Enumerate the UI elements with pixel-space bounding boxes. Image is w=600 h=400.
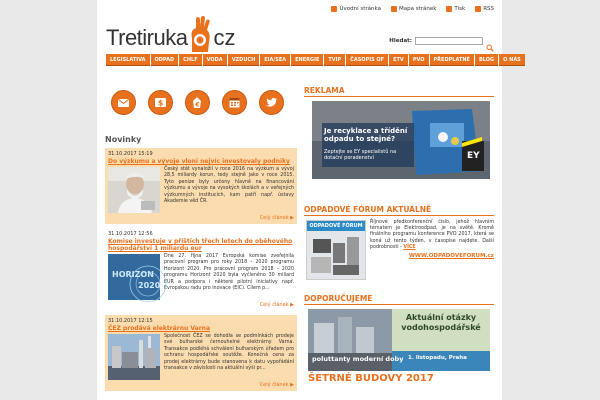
forum-box: [304, 220, 494, 280]
banner-date: 1. listopadu, Praha: [408, 355, 467, 361]
search-input[interactable]: [415, 37, 483, 45]
main-nav: [106, 54, 521, 66]
sitemap-icon: [391, 6, 397, 12]
read-more-link[interactable]: [108, 215, 294, 221]
rss-icon: [475, 6, 481, 12]
forum-text: [370, 220, 494, 251]
article-image[interactable]: [108, 167, 160, 213]
news-article: [105, 228, 297, 311]
arrow-right-icon: ▶: [290, 215, 294, 221]
forum-more-link[interactable]: VÍCE: [403, 244, 416, 250]
news-heading: Novinky: [105, 135, 142, 144]
article-image[interactable]: [108, 254, 160, 300]
article-text: Dne 27. října 2017 Evropská komise zveřejnila pracovní program pro roky 2018 – 2020 programu Horizont 2020. Pro pracovní program 2018 – 2020 programu Horizont 2020 byla vyčleněno 30 miliard EUR a podpora i některé pilotní iniciativy např. Evropskou radu pro inovace (EIC). Cílem p...: [164, 254, 294, 292]
read-more-label: Celý článek: [259, 302, 289, 308]
toplink-rss[interactable]: [475, 6, 494, 12]
search-icon[interactable]: [486, 37, 494, 45]
toplink-label: RSS: [483, 6, 494, 12]
cover-title: ODPADOVÉ FÓRUM: [307, 221, 365, 231]
read-more-link[interactable]: [108, 302, 294, 308]
nav-item-voda[interactable]: VODA: [203, 54, 227, 66]
toplink-sitemap[interactable]: [391, 6, 436, 12]
recommended-heading: DOPORUČUJEME: [304, 294, 494, 305]
email-icon[interactable]: [111, 90, 136, 115]
nav-item-energie[interactable]: ENERGIE: [291, 54, 323, 66]
read-more-label: Celý článek: [259, 382, 289, 388]
article-date: 31.10.2017 12:15: [108, 318, 153, 324]
forum-website-link[interactable]: WWW.ODPADOVEFORUM.cz: [408, 253, 494, 260]
magazine-cover[interactable]: [306, 220, 366, 280]
nav-item-casopis[interactable]: ČASOPIS OF: [346, 54, 388, 66]
news-list: [105, 148, 297, 395]
nav-item-legislativa[interactable]: LEGISLATIVA: [106, 54, 150, 66]
nav-item-blog[interactable]: BLOG: [475, 54, 498, 66]
banner-subtitle: Zeptejte se EY specialistů na dotační poradenství: [324, 149, 397, 161]
svg-text:HORIZON: HORIZON: [112, 270, 154, 279]
forum-heading: ODPADOVÉ FÓRUM AKTUÁLNĚ: [304, 205, 494, 216]
svg-text:2020: 2020: [138, 281, 161, 290]
article-title[interactable]: Komise investuje v příštích třech letech do oběhového hospodářství 1 miliardu eur: [108, 238, 293, 252]
nav-item-odpad[interactable]: ODPAD: [151, 54, 179, 66]
twitter-icon[interactable]: [259, 90, 284, 115]
toplink-label: Mapa stránek: [398, 6, 437, 12]
toplink-home[interactable]: [331, 6, 381, 12]
home-icon: [331, 6, 337, 12]
nav-item-pvo[interactable]: PVO: [409, 54, 429, 66]
green-buildings-banner[interactable]: ŠETRNÉ BUDOVY 2017: [308, 373, 434, 384]
read-more-label: Celý článek: [259, 215, 289, 221]
news-article: [105, 315, 297, 391]
top-links: [331, 6, 494, 12]
banner-question: Je recyklace a třídění odpadu to stejné?: [324, 127, 408, 143]
nav-item-chlf[interactable]: CHLF: [179, 54, 201, 66]
ey-advertising-banner[interactable]: [312, 101, 490, 179]
article-date: 31.10.2017 15:19: [108, 151, 153, 157]
advertising-heading: REKLAMA: [304, 86, 494, 97]
ey-logo-icon: EY: [467, 151, 480, 161]
quick-icons: [111, 90, 284, 115]
search-label: Hledat:: [389, 38, 412, 44]
article-title[interactable]: Do výzkumu a vývoje vloni nejvíc investovaly podniky: [108, 158, 290, 165]
banner-left-text: poluttanty moderní doby: [312, 355, 404, 363]
read-more-link[interactable]: [108, 382, 294, 388]
hand-logo-icon: [188, 16, 212, 52]
euro-icon[interactable]: [185, 90, 210, 115]
nav-item-tvip[interactable]: TVIP: [324, 54, 345, 66]
search-area: [389, 37, 494, 45]
print-icon: [446, 6, 452, 12]
money-icon[interactable]: [148, 90, 173, 115]
banner-title: Aktuální otázky vodohospodářské: [401, 313, 481, 332]
calendar-icon[interactable]: [222, 90, 247, 115]
article-date: 31.10.2017 12:56: [108, 231, 153, 237]
article-image[interactable]: [108, 334, 160, 380]
toplink-label: Úvodní stránka: [339, 6, 381, 12]
article-text: Český stát vynaložil v roce 2016 na výzkum a vývoj 28,5 miliardy korun, tedy stejně jako v roce 2015. Tyto peníze byly určeny hlavně na financování výzkumu a vývoje na vysokých školách a v veřejných výzkumných institucích, kam patří např. ústavy Akademie věd ČR.: [164, 167, 294, 205]
conference-banner[interactable]: [308, 309, 490, 371]
right-column: [304, 86, 494, 384]
forum-text-body: Říjnové předkonferenční číslo, jehož hlavním tématem je Elektroodpad, je na světě. Kromě finálního programu konference PVO 2017, která se koná už tento týden, v časopise najdete. Další podrobnosti -: [370, 220, 494, 250]
nav-item-o-nas[interactable]: O NÁS: [499, 54, 525, 66]
article-text: Společnost ČEZ se dohodla se podmínkách prodeje své bulharské černouhelné elektrárny Varna. Transakce podléhá schválení bulharským úřadem pro ochranu hospodářské soutěže. Konečná cena za prodej elektrárny bude stanovena k datu vypořádání transakce v závislosti na aktuální výši pr...: [164, 334, 294, 372]
arrow-right-icon: ▶: [290, 382, 294, 388]
logo-text-domain: cz: [213, 25, 236, 50]
nav-item-vzduch[interactable]: VZDUCH: [228, 54, 260, 66]
toplink-label: Tisk: [454, 6, 466, 12]
page: [97, 0, 521, 400]
logo-text: Tretiruka: [106, 25, 188, 50]
nav-item-etv[interactable]: ETV: [389, 54, 408, 66]
site-logo[interactable]: [106, 10, 235, 52]
nav-item-eia-sea[interactable]: EIA/SEA: [260, 54, 290, 66]
svg-text:€: €: [195, 101, 200, 109]
arrow-right-icon: ▶: [290, 302, 294, 308]
nav-item-predplatne[interactable]: PŘEDPLATNÉ: [430, 54, 474, 66]
toplink-print[interactable]: [446, 6, 465, 12]
svg-text:$: $: [157, 98, 164, 108]
news-article: [105, 148, 297, 224]
article-title[interactable]: ČEZ prodává elektrárnu Varna: [108, 325, 211, 332]
